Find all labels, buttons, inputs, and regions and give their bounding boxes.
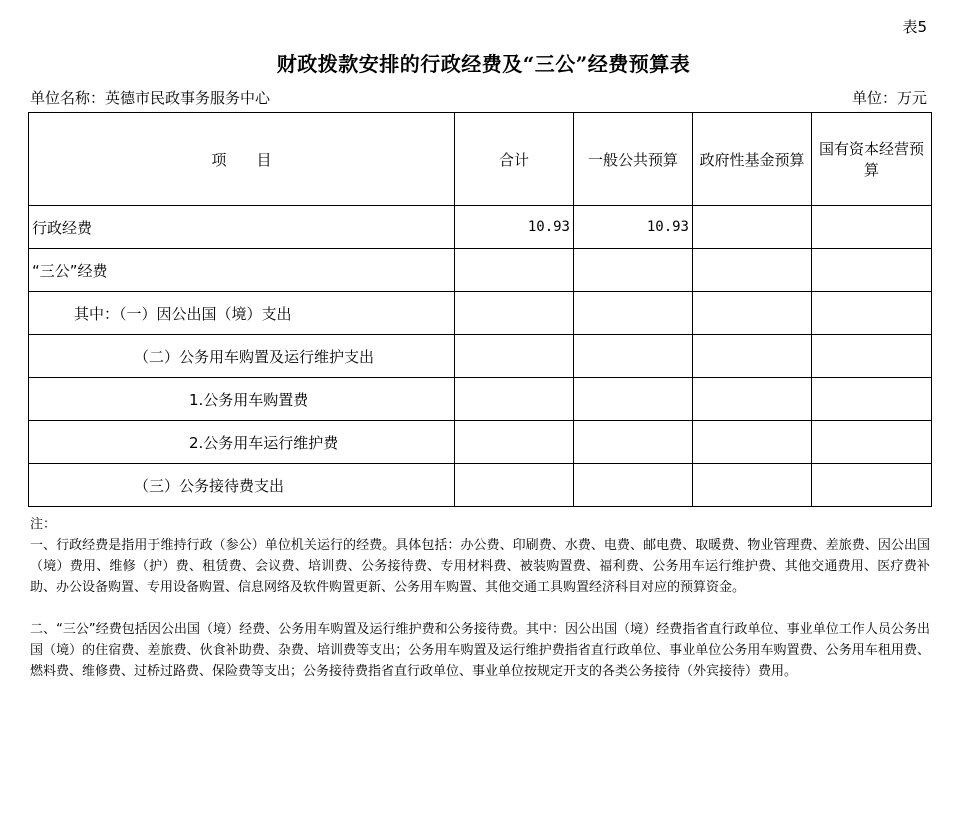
page-title: 财政拨款安排的行政经费及“三公”经费预算表 (276, 52, 691, 76)
cell-gov-fund (693, 206, 812, 249)
cell-total (455, 335, 574, 378)
cell-state-capital (812, 292, 932, 335)
cell-gov-fund (693, 292, 812, 335)
row-label: 行政经费 (29, 206, 455, 249)
cell-general (574, 378, 693, 421)
table-row (29, 292, 932, 335)
cell-state-capital (812, 464, 932, 507)
header-state-capital-budget: 国有资本经营预算 (812, 113, 932, 206)
notes-paragraph-three-public: 二、“三公”经费包括因公出国（境）经费、公务用车购置及运行维护费和公务接待费。其中：因公出国（境）经费指省直行政单位、事业单位工作人员公务出国（境）的住宿费、差旅费、伙食补助费、杂费、培训费等支出；公务用车购置及运行维护费指省直行政单位、事业单位公务用车购置费、公务用车租用费、燃料费、维修费、过桥过路费、保险费等支出；公务接待费指省直行政单位、事业单位按规定开支的各类公务接待（外宾接待）费用。 (30, 622, 930, 679)
row-label: 2.公务用车运行维护费 (29, 421, 455, 464)
cell-total (455, 421, 574, 464)
cell-state-capital (812, 421, 932, 464)
unit-name-label: 单位名称：英德市民政事务服务中心 (30, 89, 271, 107)
row-label: （二）公务用车购置及运行维护支出 (29, 335, 455, 378)
cell-gov-fund (693, 464, 812, 507)
header-general-budget: 一般公共预算 (574, 113, 693, 206)
table-row (29, 249, 932, 292)
cell-total: 10.93 (455, 206, 574, 249)
header-gov-fund-budget: 政府性基金预算 (693, 113, 812, 206)
cell-gov-fund (693, 378, 812, 421)
row-label: “三公”经费 (29, 249, 455, 292)
row-label: 其中：（一）因公出国（境）支出 (29, 292, 455, 335)
table-row (29, 378, 932, 421)
cell-state-capital (812, 206, 932, 249)
cell-gov-fund (693, 249, 812, 292)
cell-general (574, 335, 693, 378)
notes-paragraph-admin-expenses: 一、行政经费是指用于维持行政（参公）单位机关运行的经费。具体包括：办公费、印刷费、水费、电费、邮电费、取暖费、物业管理费、差旅费、因公出国（境）费用、维修（护）费、租赁费、会议费、培训费、公务接待费、专用材料费、被装购置费、福利费、公务用车运行维护费、其他交通费用、医疗费补助、办公设备购置、专用设备购置、信息网络及软件购置更新、公务用车购置、其他交通工具购置经济科目对应的预算资金。 (30, 538, 930, 595)
table-number: 表5 (902, 18, 927, 36)
table-row (29, 421, 932, 464)
table-row (29, 335, 932, 378)
row-label: （三）公务接待费支出 (29, 464, 455, 507)
cell-total (455, 292, 574, 335)
table-header-row (29, 113, 932, 206)
header-item: 项 目 (29, 113, 455, 206)
cell-gov-fund (693, 335, 812, 378)
cell-state-capital (812, 378, 932, 421)
cell-general (574, 421, 693, 464)
cell-state-capital (812, 335, 932, 378)
cell-state-capital (812, 249, 932, 292)
cell-general (574, 249, 693, 292)
cell-general (574, 292, 693, 335)
cell-general (574, 464, 693, 507)
cell-total (455, 378, 574, 421)
notes-title: 注： (30, 517, 57, 532)
header-total: 合计 (455, 113, 574, 206)
currency-unit-label: 单位：万元 (851, 89, 927, 107)
budget-table (28, 112, 932, 507)
table-row (29, 464, 932, 507)
cell-general: 10.93 (574, 206, 693, 249)
row-label: 1.公务用车购置费 (29, 378, 455, 421)
table-row (29, 206, 932, 249)
cell-gov-fund (693, 421, 812, 464)
notes-section (30, 514, 930, 682)
cell-total (455, 464, 574, 507)
cell-total (455, 249, 574, 292)
